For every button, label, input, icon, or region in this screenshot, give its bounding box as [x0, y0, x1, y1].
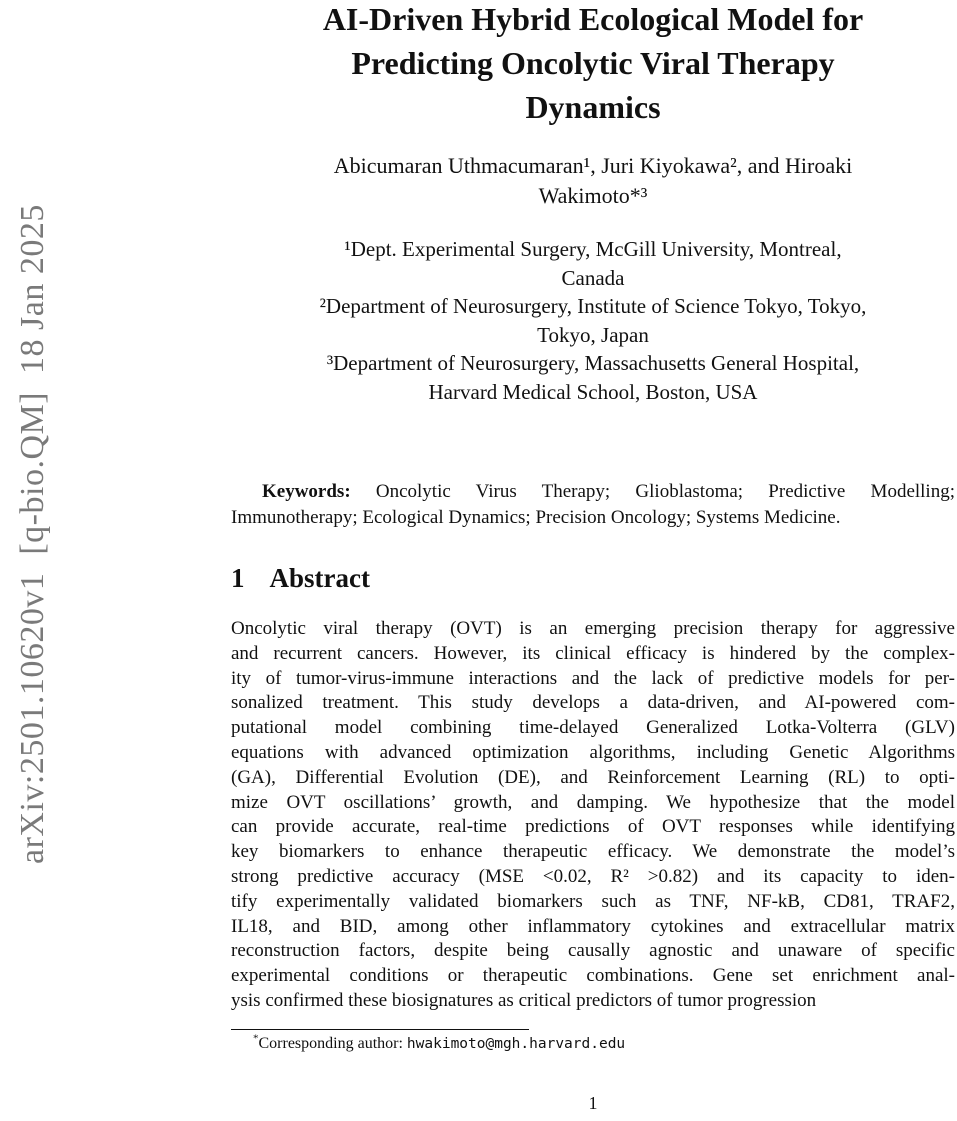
affiliation-list [231, 235, 955, 406]
keywords-text: Oncolytic Virus Therapy; Glioblastoma; Predictive Modelling; [350, 481, 955, 502]
paper-title-line: AI-Driven Hybrid Ecological Model for [322, 1, 864, 37]
abstract-line: strong predictive accuracy (MSE <0.02, R² >0.82) and its capacity to iden- [231, 865, 955, 887]
abstract-line: Oncolytic viral therapy (OVT) is an emerging precision therapy for aggressive [231, 618, 955, 639]
abstract-line: mize OVT oscillations’ growth, and damping. We hypothesize that the model [231, 791, 955, 813]
affiliation-line: Canada [561, 265, 625, 290]
section-heading-abstract [231, 562, 955, 594]
author-line: Wakimoto*³ [538, 183, 648, 208]
abstract-line: and recurrent cancers. However, its clinical efficacy is hindered by the complex- [231, 642, 955, 664]
corresponding-author-email: hwakimoto@mgh.harvard.edu [406, 1036, 626, 1052]
page-number: 1 [588, 1093, 598, 1113]
abstract-line: (GA), Differential Evolution (DE), and Reinforcement Learning (RL) to opti- [231, 766, 955, 788]
author-list [231, 151, 955, 211]
paper-content-column [231, 0, 955, 1014]
affiliation-line: Harvard Medical School, Boston, USA [428, 379, 758, 404]
affiliation-line: ³Department of Neurosurgery, Massachusetts General Hospital, [326, 351, 860, 375]
abstract-line: putational model combining time-delayed Generalized Lotka-Volterra (GLV) [231, 717, 955, 739]
affiliation-line: ²Department of Neurosurgery, Institute of Science Tokyo, Tokyo, [319, 294, 867, 318]
abstract-line: sonalized treatment. This study develops a data-driven, and AI-powered com- [231, 692, 955, 714]
abstract-line: key biomarkers to enhance therapeutic efficacy. We demonstrate the model’s [231, 841, 955, 863]
paper-title [231, 0, 955, 129]
author-line: Abicumaran Uthmacumaran¹, Juri Kiyokawa², and Hiroaki [333, 153, 853, 178]
abstract-body [231, 617, 955, 1014]
abstract-line: ysis confirmed these biosignatures as critical predictors of tumor progression [231, 989, 817, 1011]
footnote-label: Corresponding author: [258, 1035, 407, 1052]
affiliation-line: Tokyo, Japan [537, 322, 649, 347]
keywords-line-2: Immunotherapy; Ecological Dynamics; Precision Oncology; Systems Medicine. [231, 506, 841, 528]
section-number: 1 [231, 563, 245, 593]
keywords-block [231, 479, 955, 530]
keywords-line-1 [231, 479, 955, 505]
abstract-line: tify experimentally validated biomarkers such as TNF, NF-kB, CD81, TRAF2, [231, 890, 955, 912]
abstract-line: equations with advanced optimization algorithms, including Genetic Algorithms [231, 741, 955, 763]
footnote-text [231, 1033, 955, 1055]
keywords-label: Keywords: [262, 481, 351, 502]
paper-title-line: Predicting Oncolytic Viral Therapy [351, 45, 835, 81]
abstract-line: can provide accurate, real-time predictions of OVT responses while identifying [231, 816, 955, 838]
abstract-line: IL18, and BID, among other inflammatory cytokines and extracellular matrix [231, 915, 955, 937]
abstract-line: ity of tumor-virus-immune interactions and the lack of predictive models for per- [231, 667, 955, 689]
footnote-block [231, 1029, 955, 1055]
section-title: Abstract [269, 563, 370, 593]
footnote-rule [231, 1029, 529, 1030]
footnote-marker: * [253, 1032, 259, 1045]
affiliation-line: ¹Dept. Experimental Surgery, McGill University, Montreal, [344, 237, 842, 261]
arxiv-watermark: arXiv:2501.10620v1 [q-bio.QM] 18 Jan 2025 [14, 204, 51, 864]
paper-title-line: Dynamics [525, 89, 661, 125]
abstract-line: reconstruction factors, despite being causally agnostic and unaware of specific [231, 940, 955, 962]
abstract-line: experimental conditions or therapeutic combinations. Gene set enrichment anal- [231, 965, 955, 987]
